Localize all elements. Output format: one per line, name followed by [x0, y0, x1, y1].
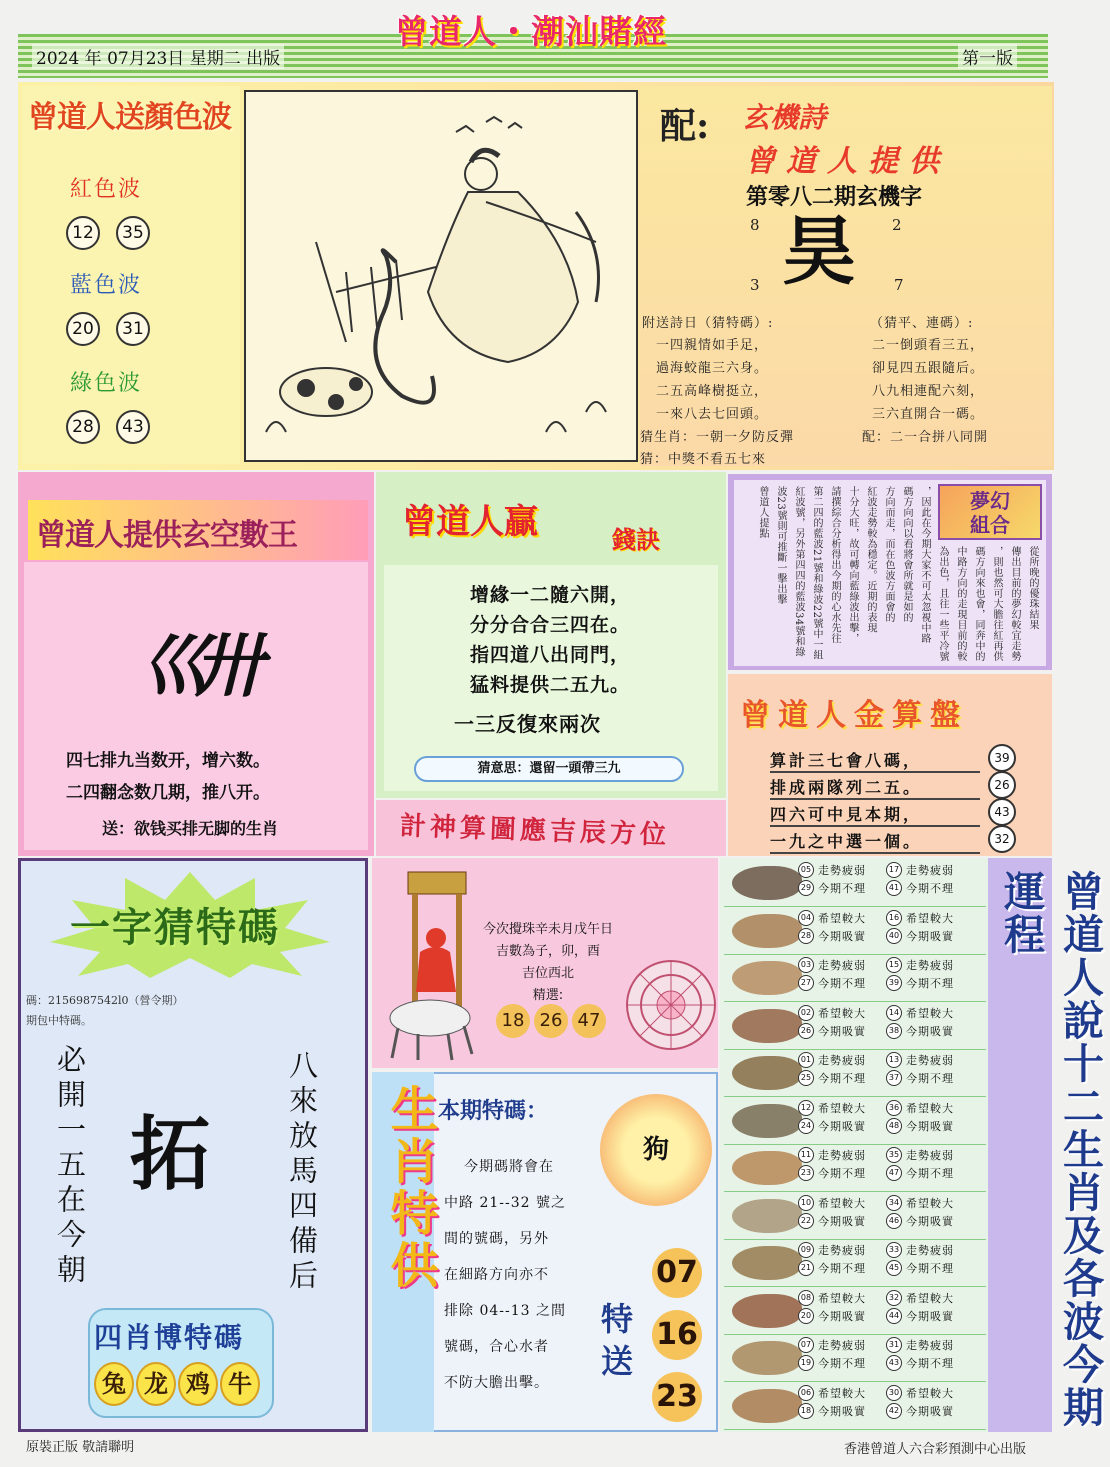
- zodiac-number: 48: [886, 1118, 902, 1134]
- poem-left-line: 一四親情如手足，: [656, 338, 769, 353]
- ying-line-1: 增緣一二隨六開，: [470, 584, 631, 606]
- zodiac-number: 40: [886, 928, 902, 944]
- zodiac-animal-icon: [732, 1246, 802, 1280]
- zodiac-number: 22: [798, 1213, 814, 1229]
- zodiac-number: 08: [798, 1290, 814, 1306]
- zodiac-number: 38: [886, 1023, 902, 1039]
- jinsuan-number-ball: 32: [988, 825, 1016, 853]
- zodiac-forecast-text: 今期吸實: [906, 1309, 954, 1323]
- zodiac-forecast-text: 今期吸實: [906, 1404, 954, 1418]
- lady-snake-illustration: [246, 92, 636, 460]
- zodiac-ball: 兔: [94, 1362, 134, 1406]
- zodiac-animal-icon: [732, 961, 802, 995]
- footer-left: 原裝正版 敬請聯明: [26, 1440, 135, 1455]
- menghuan-column: 曾道人提點: [757, 486, 768, 539]
- zodiac-animal-icon: [732, 1389, 802, 1423]
- zodiac-animal-icon: [732, 1104, 802, 1138]
- zodiac-forecast-text: 希望較大: [818, 1386, 866, 1400]
- zodiac-number: 46: [886, 1213, 902, 1229]
- zodiac-forecast-text: 希望較大: [906, 1101, 954, 1115]
- zodiac-forecast-text: 今期吸實: [906, 1214, 954, 1228]
- yizi-big-char: 拓: [130, 1107, 210, 1201]
- zodiac-animal-icon: [732, 1056, 802, 1090]
- zodiac-number: 44: [886, 1308, 902, 1324]
- jinsuan-title: 曾道人金算盤: [740, 698, 968, 733]
- zodiac-forecast-text: 希望較大: [906, 1196, 954, 1210]
- zodiac-forecast-text: 希望較大: [818, 911, 866, 925]
- ying-title: 曾道人贏: [402, 502, 538, 542]
- chenmu-line-3: 吉位西北: [521, 966, 574, 981]
- poem-corner-4: 7: [894, 276, 904, 294]
- menghuan-title-top: 夢幻: [970, 489, 1010, 513]
- menghuan-column: 第二四的藍波21號和綠波22號中一組: [811, 486, 822, 661]
- zodiac-number: 14: [886, 1005, 902, 1021]
- zodiac-row: [724, 1240, 986, 1287]
- zodiac-number: 25: [798, 1070, 814, 1086]
- zodiac-number: 47: [886, 1165, 902, 1181]
- zodiac-number: 23: [798, 1165, 814, 1181]
- ying-line-2: 分分合合三四在。: [470, 614, 631, 636]
- menghuan-column: 十分大旺，故可轉向藍綠波出擊，: [847, 486, 858, 644]
- zodiac-animal-icon: [732, 1341, 802, 1375]
- teshu-head: 本期特碼：: [438, 1098, 549, 1124]
- yizi-small-1: 碼：2156987542l0（營令期）: [26, 994, 184, 1007]
- jinsuan-number-ball: 43: [988, 798, 1016, 826]
- number-ball: 35: [116, 216, 150, 250]
- xuankong-line-1: 四七排九当数开，增六数。: [66, 751, 270, 771]
- teshu-line: 今期碼將會在: [464, 1159, 554, 1175]
- warrior-horse-illustration: [378, 868, 478, 1064]
- zodiac-forecast-text: 走勢疲弱: [818, 1149, 866, 1162]
- ying-line-4: 猛料提供二五九。: [470, 674, 631, 696]
- zodiac-number: 41: [886, 880, 902, 896]
- jinsuan-number-ball: 26: [988, 771, 1016, 799]
- zodiac-row: [724, 860, 986, 907]
- ying-title-2: 錢訣: [612, 526, 660, 554]
- zodiac-forecast-text: 走勢疲弱: [818, 1339, 866, 1352]
- zodiac-number: 01: [798, 1052, 814, 1068]
- menghuan-column: 傳出目前的夢幻較宜走勢: [1009, 546, 1020, 662]
- zodiac-forecast-text: 走勢疲弱: [906, 1339, 954, 1352]
- zodiac-forecast-text: 今期吸實: [818, 1404, 866, 1418]
- zodiac-number: 28: [798, 928, 814, 944]
- zodiac-forecast-text: 走勢疲弱: [906, 1054, 954, 1067]
- zodiac-number: 11: [798, 1147, 814, 1163]
- issue-date: 2024 年 07月23日 星期二 出版: [32, 44, 284, 69]
- menghuan-column: ，因此在今期大家不可太忽視中路: [919, 486, 930, 644]
- ying-extra: 一三反復來兩次: [454, 712, 601, 736]
- xuankong-glyph: 巛卅: [138, 624, 250, 707]
- yizi-four-title: 四肖博特碼: [94, 1321, 245, 1354]
- zodiac-row: [724, 1335, 986, 1382]
- zodiac-number: 34: [886, 1195, 902, 1211]
- zodiac-row: [724, 1193, 986, 1240]
- zodiac-forecast-text: 走勢疲弱: [906, 1244, 954, 1257]
- teshu-line: 在細路方向亦不: [444, 1267, 549, 1283]
- zodiac-animal-icon: [732, 914, 802, 948]
- zodiac-forecast-text: 今期不理: [818, 1072, 866, 1085]
- poem-guess-line: 猜：中獎不看五七來: [640, 452, 767, 467]
- poem-right-line: 八九相連配六刻，: [872, 384, 985, 399]
- edition-label: 第一版: [958, 44, 1017, 69]
- menghuan-column: 中路方向的走現目前的較: [955, 546, 966, 662]
- poem-guess-zodiac: 猜生肖：一朝一夕防反彈: [640, 430, 795, 445]
- zodiac-forecast-text: 今期吸實: [818, 1119, 866, 1133]
- zodiac-number: 33: [886, 1242, 902, 1258]
- color-wave-label: 藍色波: [70, 273, 143, 298]
- zodiac-forecast-text: 走勢疲弱: [906, 1149, 954, 1162]
- zodiac-number: 26: [798, 1023, 814, 1039]
- chenmu-number-ball: 18: [496, 1004, 530, 1038]
- zodiac-animal-icon: [732, 1294, 802, 1328]
- poem-left-line: 一來八去七回頭。: [656, 407, 769, 422]
- zodiac-forecast-text: 希望較大: [818, 1196, 866, 1210]
- zodiac-number: 30: [886, 1385, 902, 1401]
- poem-right-line: 卻見四五跟隨后。: [872, 361, 985, 376]
- zodiac-number: 21: [798, 1260, 814, 1276]
- zodiac-number: 29: [798, 880, 814, 896]
- zodiac-number: 18: [798, 1403, 814, 1419]
- zodiac-forecast-text: 走勢疲弱: [818, 1054, 866, 1067]
- chenmu-number-ball: 26: [534, 1004, 568, 1038]
- zodiac-number: 43: [886, 1355, 902, 1371]
- zodiac-forecast-text: 希望較大: [906, 1006, 954, 1020]
- zodiac-forecast-text: 今期吸實: [818, 1024, 866, 1038]
- menghuan-column: 碼方向向以看將會所就是如的: [901, 486, 912, 623]
- zodiac-number: 24: [798, 1118, 814, 1134]
- zodiac-number: 19: [798, 1355, 814, 1371]
- number-ball: 20: [66, 312, 100, 346]
- teshu-number-ball: 16: [652, 1310, 702, 1360]
- zodiac-number: 07: [798, 1337, 814, 1353]
- zodiac-ball: 牛: [220, 1362, 260, 1406]
- zodiac-number: 13: [886, 1052, 902, 1068]
- zodiac-number: 27: [798, 975, 814, 991]
- poem-left-line: 過海蛟龍三六身。: [656, 361, 769, 376]
- teshu-line: 中路 21--32 號之: [444, 1195, 566, 1211]
- zodiac-forecast-text: 今期不理: [818, 1357, 866, 1370]
- zodiac-number: 45: [886, 1260, 902, 1276]
- poem-mystery-char: 昊: [782, 209, 856, 295]
- zodiac-row: [724, 1098, 986, 1145]
- zodiac-forecast-text: 走勢疲弱: [906, 959, 954, 972]
- zodiac-forecast-text: 今期吸實: [818, 929, 866, 943]
- teshu-line: 間的號碼，另外: [444, 1231, 549, 1247]
- zodiac-number: 36: [886, 1100, 902, 1116]
- zodiac-number: 05: [798, 862, 814, 878]
- poem-left-head: 附送詩日（猜特碼）:: [642, 316, 774, 331]
- menghuan-column: ，則也然可大膽往紅再供: [991, 546, 1002, 662]
- menghuan-column: 碼方向來也會，同奔中的: [973, 546, 984, 662]
- poem-pei-line: 配：二一合拼八同開: [862, 430, 989, 445]
- ying-line-3: 指四道八出同門，: [470, 644, 631, 666]
- zodiac-number: 15: [886, 957, 902, 973]
- zodiac-forecast-text: 今期不理: [906, 1262, 954, 1275]
- poem-pei: 配:: [660, 105, 710, 147]
- color-wave-label: 綠色波: [70, 371, 143, 396]
- zodiac-animal-icon: [732, 1151, 802, 1185]
- zodiac-forecast-text: 希望較大: [906, 911, 954, 925]
- jinsuan-row: 四六可中見本期，: [770, 802, 980, 827]
- chenmu-number-ball: 47: [572, 1004, 606, 1038]
- zodiac-row: [724, 1288, 986, 1335]
- jinsuan-number-ball: 39: [988, 744, 1016, 772]
- zodiac-number: 37: [886, 1070, 902, 1086]
- teshu-line: 不防大膽出擊。: [444, 1375, 549, 1391]
- menghuan-title-bottom: 組合: [970, 513, 1010, 537]
- zodiac-number: 03: [798, 957, 814, 973]
- xuankong-title: 曾道人提供玄空數王: [28, 500, 368, 560]
- zodiac-number: 35: [886, 1147, 902, 1163]
- zodiac-ball: 鸡: [178, 1362, 218, 1406]
- menghuan-column: 方向而走，而在色波方面會的: [883, 486, 894, 623]
- number-ball: 28: [66, 410, 100, 444]
- zodiac-number: 32: [886, 1290, 902, 1306]
- number-ball: 12: [66, 216, 100, 250]
- zodiac-animal-icon: [732, 1009, 802, 1043]
- zodiac-number: 42: [886, 1403, 902, 1419]
- zodiac-number: 04: [798, 910, 814, 926]
- xuankong-line-2: 二四翻念数几期，推八开。: [66, 783, 270, 803]
- zodiac-forecast-text: 希望較大: [906, 1386, 954, 1400]
- zodiac-forecast-text: 希望較大: [906, 1291, 954, 1305]
- zodiac-forecast-text: 今期不理: [818, 977, 866, 990]
- number-ball: 43: [116, 410, 150, 444]
- zodiac-number: 12: [798, 1100, 814, 1116]
- zodiac-forecast-text: 今期不理: [906, 1357, 954, 1370]
- zodiac-forecast-text: 今期不理: [818, 1167, 866, 1180]
- zodiac-number: 31: [886, 1337, 902, 1353]
- footer-right: 香港曾道人六合彩預測中心出版: [844, 1442, 1027, 1457]
- poem-provider: 曾道人提供: [745, 144, 950, 179]
- zodiac-number: 20: [798, 1308, 814, 1324]
- zodiac-number: 10: [798, 1195, 814, 1211]
- teshu-song: 特送: [596, 1302, 634, 1386]
- xuankong-line-3: 送：欲钱买排无脚的生肖: [102, 819, 279, 838]
- chenmu-line-2: 吉數為子，卯，酉: [495, 944, 600, 959]
- zodiac-forecast-text: 走勢疲弱: [818, 864, 866, 877]
- color-wave-label: 紅色波: [70, 177, 143, 202]
- poem-corner-1: 8: [750, 216, 760, 234]
- ying-note: 猜意思：還留一頭帶三九: [414, 756, 684, 782]
- number-ball: 31: [116, 312, 150, 346]
- zodiac-forecast-text: 今期不理: [818, 882, 866, 895]
- zodiac-forecast-text: 今期吸實: [906, 1024, 954, 1038]
- teshu-number-ball: 23: [652, 1372, 702, 1422]
- teshu-line: 號碼，合心水者: [444, 1339, 549, 1355]
- zodiac-number: 16: [886, 910, 902, 926]
- chenmu-label: 精選:: [532, 988, 564, 1003]
- zodiac-number: 09: [798, 1242, 814, 1258]
- poem-xuanji: 玄機詩: [742, 101, 827, 134]
- zodiac-row: [724, 1003, 986, 1050]
- poem-left-line: 二五高峰樹挺立，: [656, 384, 769, 399]
- zodiac-table-title: 曾道人說十二生肖及各波今期運程: [997, 870, 1104, 1429]
- zodiac-animal-icon: [732, 866, 802, 900]
- zodiac-ball: 龙: [136, 1362, 176, 1406]
- teshu-line: 排除 04--13 之間: [444, 1303, 566, 1319]
- menghuan-column: 紅波走勢較為穩定。近期的表現: [865, 486, 876, 633]
- zodiac-forecast-text: 今期不理: [906, 882, 954, 895]
- poem-right-line: 三六直開合一碼。: [872, 407, 985, 422]
- zodiac-forecast-text: 希望較大: [818, 1291, 866, 1305]
- zodiac-row: [724, 955, 986, 1002]
- poem-corner-3: 3: [750, 276, 760, 294]
- illustration-panel: [244, 90, 638, 462]
- teshu-number-ball: 07: [652, 1248, 702, 1298]
- color-wave-title: 曾道人送顏色波: [28, 100, 231, 135]
- teshu-flower: 狗: [600, 1094, 712, 1206]
- zodiac-forecast-text: 今期吸實: [818, 1214, 866, 1228]
- zodiac-forecast-text: 今期不理: [906, 1072, 954, 1085]
- zodiac-number: 06: [798, 1385, 814, 1401]
- chenmu-line-1: 今次攪珠辛未月戊午日: [482, 922, 613, 937]
- zodiac-forecast-text: 走勢疲弱: [818, 959, 866, 972]
- poem-right-line: 二一倒頭看三五，: [872, 338, 985, 353]
- yizi-right-col: 八來放馬四備后: [285, 1050, 319, 1295]
- menghuan-column: 請撰綜合分析得出今期的心水先往: [829, 486, 840, 644]
- bird-icon: [456, 126, 474, 132]
- menghuan-title: [938, 484, 1042, 540]
- menghuan-column: 波23號則可推斷一擊出擊: [775, 486, 786, 605]
- menghuan-column: 為出色，且往一些平冷號: [937, 546, 948, 662]
- jinsuan-row: 算計三七會八碼，: [770, 748, 980, 773]
- zodiac-row: [724, 1050, 986, 1097]
- yizi-title: 一字猜特碼: [70, 905, 280, 951]
- yizi-small-2: 期包中特碼。: [26, 1014, 92, 1027]
- zodiac-forecast-text: 今期吸實: [906, 1119, 954, 1133]
- poem-right-head: （猜平、連碼）:: [870, 316, 974, 331]
- zodiac-forecast-text: 今期不理: [818, 1262, 866, 1275]
- compass-wheel-icon: [624, 958, 718, 1052]
- zodiac-row: [724, 908, 986, 955]
- poem-corner-2: 2: [892, 216, 902, 234]
- zodiac-number: 02: [798, 1005, 814, 1021]
- menghuan-column: 從所晚的優珠結果: [1027, 546, 1038, 630]
- zodiac-row: [724, 1383, 986, 1430]
- zodiac-number: 39: [886, 975, 902, 991]
- zodiac-forecast-text: 希望較大: [818, 1006, 866, 1020]
- poem-period: 第零八二期玄機字: [746, 184, 923, 210]
- zodiac-animal-icon: [732, 1199, 802, 1233]
- jinsuan-row: 一九之中選一個。: [770, 829, 980, 854]
- teshu-side-title: 生肖特供: [382, 1084, 438, 1292]
- zodiac-forecast-text: 今期吸實: [818, 1309, 866, 1323]
- zodiac-number: 17: [886, 862, 902, 878]
- menghuan-column: 紅波號，另外第四四的藍波34號和綠: [793, 486, 804, 658]
- jinsuan-row: 排成兩隊列二五。: [770, 775, 980, 800]
- zodiac-forecast-text: 走勢疲弱: [906, 864, 954, 877]
- zodiac-forecast-text: 希望較大: [818, 1101, 866, 1115]
- zodiac-forecast-text: 今期不理: [906, 1167, 954, 1180]
- shensuan-title: 計神算圖應吉辰方位: [399, 811, 671, 851]
- zodiac-row: [724, 1145, 986, 1192]
- yizi-left-col: 必開一五在今朝: [53, 1044, 87, 1289]
- zodiac-forecast-text: 今期吸實: [906, 929, 954, 943]
- zodiac-forecast-text: 走勢疲弱: [818, 1244, 866, 1257]
- zodiac-forecast-text: 今期不理: [906, 977, 954, 990]
- page-title: 曾道人・潮汕賭經: [395, 12, 667, 51]
